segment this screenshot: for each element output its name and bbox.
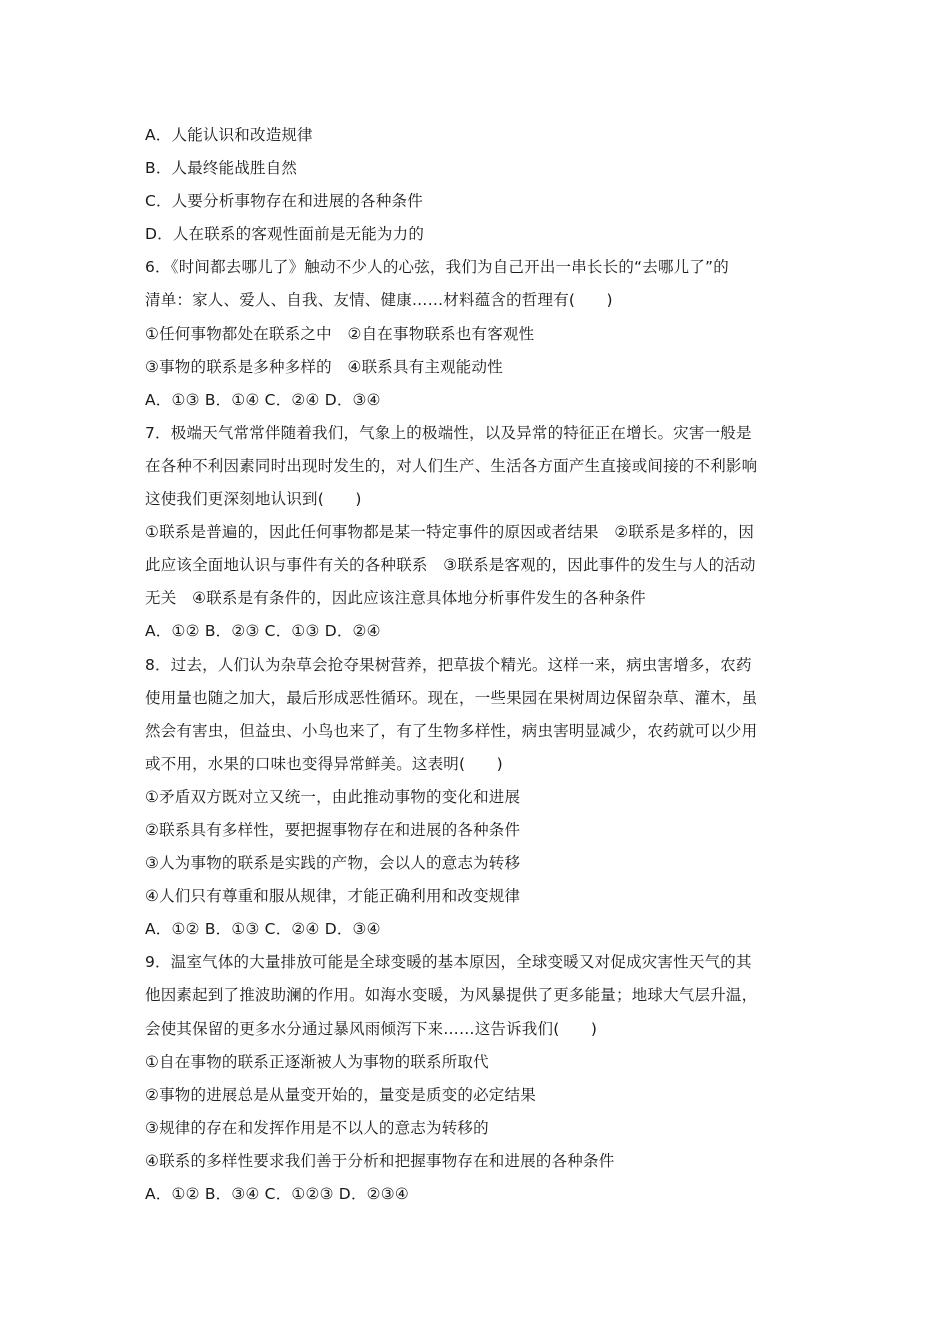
statement-line: 无关 ④联系是有条件的，因此应该注意具体地分析事件发生的各种条件 [145, 589, 646, 608]
question-8-stem: 或不用，水果的口味也变得异常鲜美。这表明( ) [145, 754, 503, 773]
statement-line: ①任何事物都处在联系之中 ②自在事物联系也有客观性 [145, 324, 535, 343]
statement-line: ①自在事物的联系正逐渐被人为事物的联系所取代 [145, 1052, 489, 1071]
question-9-stem: 会使其保留的更多水分通过暴风雨倾泻下来……这告诉我们( ) [145, 1019, 598, 1038]
option-line: D．人在联系的客观性面前是无能为力的 [145, 225, 425, 244]
option-line: C．人要分析事物存在和进展的各种条件 [145, 192, 423, 211]
statement-line: ③规律的存在和发挥作用是不以人的意志为转移的 [145, 1118, 489, 1137]
statement-line: ①联系是普遍的，因此任何事物都是某一特定事件的原因或者结果 ②联系是多样的，因 [145, 523, 755, 542]
option-line: A．人能认识和改造规律 [145, 126, 313, 144]
question-7-stem: 在各种不利因素同时出现时发生的，对人们生产、生活各方面产生直接或间接的不利影响 [145, 456, 758, 475]
question-8-stem: 使用量也随之加大，最后形成恶性循环。现在，一些果园在果树周边保留杂草、灌木，虽 [145, 688, 758, 707]
statement-line: ②事物的进展总是从量变开始的，量变是质变的必定结果 [145, 1085, 536, 1104]
question-7-stem: 7．极端天气常常伴随着我们，气象上的极端性，以及异常的特征正在增长。灾害一般是 [145, 423, 752, 442]
question-6-stem: 6．《时间都去哪儿了》触动不少人的心弦，我们为自己开出一串长长的“去哪儿了”的 [145, 258, 729, 277]
statement-line: ④人们只有尊重和服从规律，才能正确利用和改变规律 [145, 887, 521, 906]
question-text-block [145, 119, 810, 1211]
question-7-stem: 这使我们更深刻地认识到( ) [145, 490, 362, 509]
statement-line: ④联系的多样性要求我们善于分析和把握事物存在和进展的各种条件 [145, 1151, 615, 1170]
statement-line: ②联系具有多样性，要把握事物存在和进展的各种条件 [145, 820, 521, 839]
question-6-stem: 清单：家人、爱人、自我、友情、健康……材料蕴含的哲理有( ) [145, 291, 613, 310]
answer-choices: A．①② B．③④ C．①②③ D．②③④ [145, 1185, 409, 1203]
question-8-stem: 8．过去，人们认为杂草会抢夺果树营养，把草拔个精光。这样一来，病虫害增多，农药 [145, 655, 752, 674]
answer-choices: A．①② B．②③ C．①③ D．②④ [145, 622, 381, 641]
statement-line: 此应该全面地认识与事件有关的各种联系 ③联系是客观的，因此事件的发生与人的活动 [145, 556, 756, 575]
answer-choices: A．①③ B．①④ C．②④ D．③④ [145, 390, 381, 409]
statement-line: ①矛盾双方既对立又统一，由此推动事物的变化和进展 [145, 787, 521, 806]
statement-line: ③事物的联系是多种多样的 ④联系具有主观能动性 [145, 357, 503, 376]
option-line: B．人最终能战胜自然 [145, 159, 298, 178]
question-8-stem: 然会有害虫，但益虫、小鸟也来了，有了生物多样性，病虫害明显减少，农药就可以少用 [145, 721, 758, 740]
question-9-stem: 他因素起到了推波助澜的作用。如海水变暖，为风暴提供了更多能量；地球大气层升温， [145, 986, 758, 1005]
statement-line: ③人为事物的联系是实践的产物，会以人的意志为转移 [145, 854, 521, 873]
question-9-stem: 9．温室气体的大量排放可能是全球变暖的基本原因，全球变暖又对促成灾害性天气的其 [145, 953, 752, 972]
answer-choices: A．①② B．①③ C．②④ D．③④ [145, 920, 381, 939]
